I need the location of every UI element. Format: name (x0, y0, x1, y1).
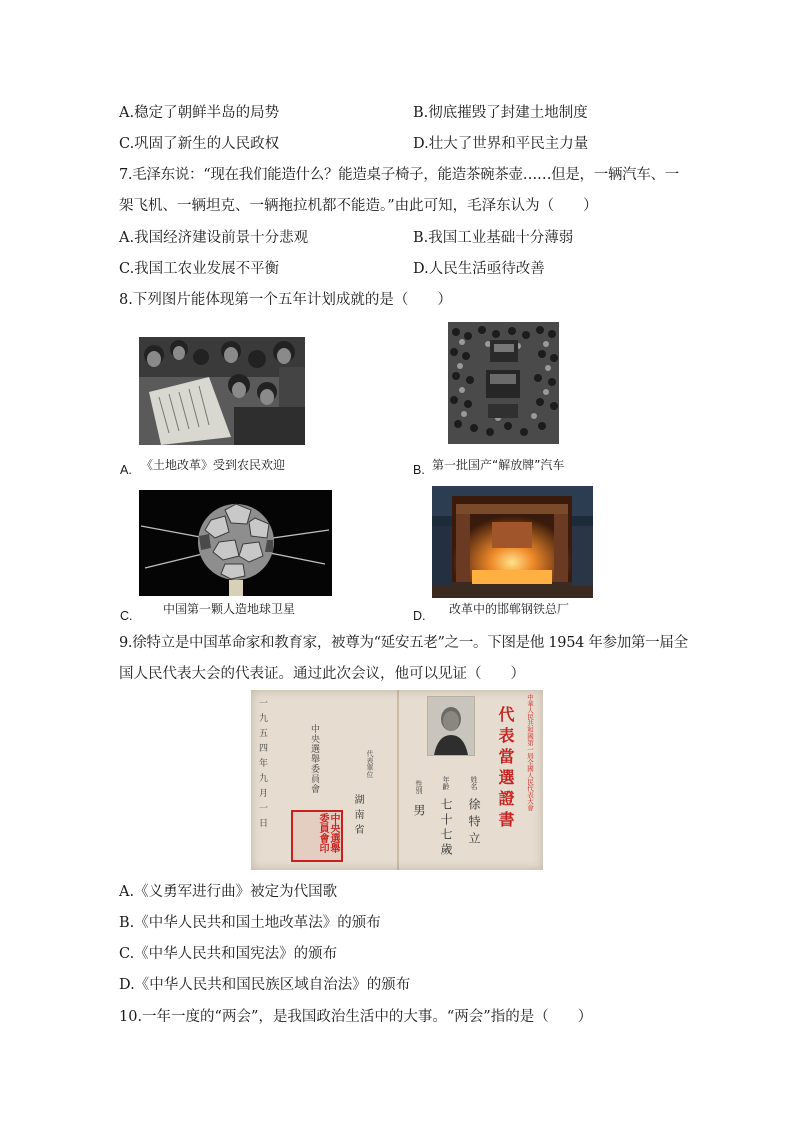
q7-option-d: D.人民生活亟待改善 (413, 261, 545, 277)
q6-option-c: C.巩固了新生的人民政权 (119, 136, 280, 152)
q7-option-b: B.我国工业基础十分薄弱 (413, 230, 574, 246)
q8-a-caption: 《土地改革》受到农民欢迎 (141, 458, 286, 472)
q9-stem-line2: 国人民代表大会的代表证。通过此次会议，他可以见证（ ） (119, 666, 525, 682)
q6-option-b: B.彻底摧毁了封建土地制度 (413, 105, 588, 121)
portrait-photo (427, 696, 475, 756)
q8-b-caption: 第一批国产“解放牌”汽车 (432, 458, 565, 472)
cert-date: 一九五四年九月一日 (257, 698, 267, 833)
cert-title: 代表當選證書 (496, 706, 515, 832)
q9-option-b: B.《中华人民共和国土地改革法》的颁布 (119, 915, 381, 931)
cert-name-label: 姓名 (470, 776, 478, 790)
seal-text: 中央選舉委員會印 (317, 813, 339, 853)
q8-c-caption: 中国第一颗人造地球卫星 (163, 602, 296, 616)
q9-option-a: A.《义勇军进行曲》被定为代国歌 (119, 884, 338, 900)
delegate-certificate (251, 690, 543, 870)
cert-header: 中華人民共和國第一屆全國人民代表大會 (526, 694, 534, 811)
cert-issuer: 中央選舉委員會 (309, 724, 319, 794)
q8-stem: 8.下列图片能体现第一个五年计划成就的是（ ） (119, 292, 452, 308)
q6-option-d: D.壮大了世界和平民主力量 (413, 136, 589, 152)
cert-sex-label: 性別 (415, 780, 423, 794)
cert-name-value: 徐特立 (467, 798, 481, 849)
q7-stem-line2: 架飞机、一辆坦克、一辆拖拉机都不能造。”由此可知，毛泽东认为（ ） (119, 198, 598, 214)
q8-d-letter: D. (413, 609, 426, 623)
q6-option-a: A.稳定了朝鲜半岛的局势 (119, 105, 280, 121)
q8-a-letter: A. (120, 463, 132, 477)
q7-option-c: C.我国工农业发展不平衡 (119, 261, 280, 277)
q9-option-c: C.《中华人民共和国宪法》的颁布 (119, 946, 338, 962)
q8-b-letter: B. (413, 463, 425, 477)
steel-mill-photo (432, 486, 593, 598)
cert-unit-value: 湖南省 (352, 794, 363, 839)
jiefang-truck-photo (448, 322, 559, 444)
cert-sex-value: 男 (412, 804, 426, 816)
q7-option-a: A.我国经济建设前景十分悲观 (119, 230, 309, 246)
land-reform-photo (139, 337, 305, 445)
q7-stem-line1: 7.毛泽东说：“现在我们能造什么？能造桌子椅子，能造茶碗茶壶……但是，一辆汽车、一 (119, 167, 679, 183)
q8-d-caption: 改革中的邯郸钢铁总厂 (449, 602, 570, 616)
cert-unit-label: 代表單位 (366, 750, 374, 778)
q10-stem: 10.一年一度的“两会”，是我国政治生活中的大事。“两会”指的是（ ） (119, 1009, 593, 1025)
cert-age-value: 七十七歲 (439, 798, 453, 858)
red-seal (291, 810, 343, 862)
q9-option-d: D.《中华人民共和国民族区域自治法》的颁布 (119, 977, 411, 993)
q9-stem-line1: 9.徐特立是中国革命家和教育家，被尊为“延安五老”之一。下图是他 1954 年参加第一届全 (119, 635, 688, 651)
cert-age-label: 年齡 (442, 776, 450, 790)
satellite-photo (139, 490, 332, 596)
q8-c-letter: C. (120, 609, 133, 623)
